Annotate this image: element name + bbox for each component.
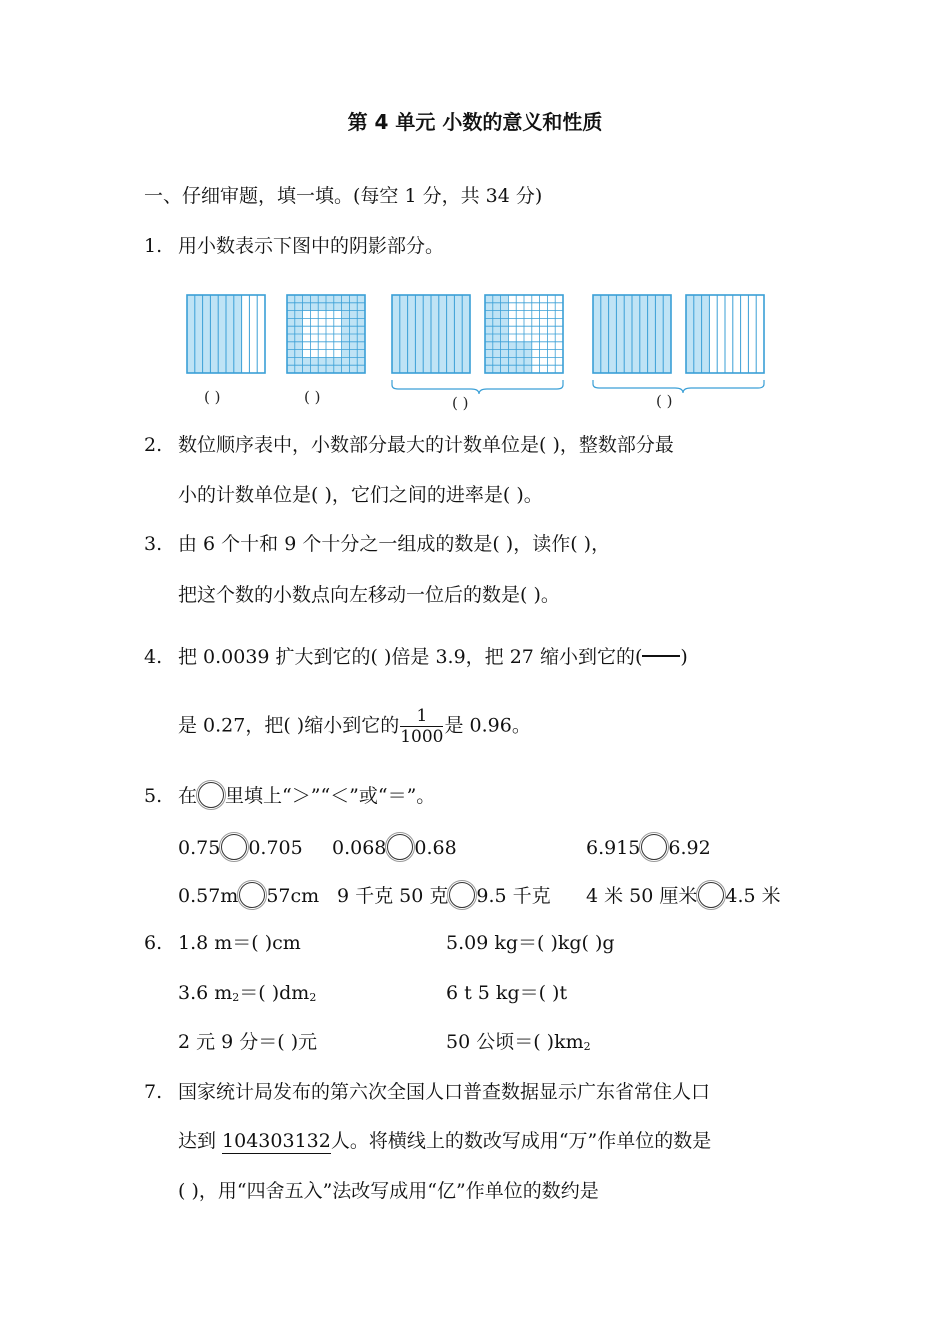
shaded-cell	[508, 365, 516, 373]
compare-item: 0.068 0.68	[332, 834, 457, 861]
compare-circle-input[interactable]	[449, 882, 475, 908]
compare-circle-input[interactable]	[387, 834, 413, 860]
shaded-cell	[326, 365, 334, 373]
shaded-cell	[501, 357, 509, 365]
shaded-cell	[342, 365, 350, 373]
shaded-cell	[485, 334, 493, 342]
conversion-item: 3.6 $m^2=$( )$dm^2$	[178, 982, 317, 1004]
empty-cell	[524, 295, 532, 303]
shaded-cell	[485, 326, 493, 334]
empty-cell	[303, 342, 311, 350]
empty-strip	[242, 295, 250, 373]
shaded-cell	[303, 357, 311, 365]
empty-cell	[555, 357, 563, 365]
empty-cell	[310, 334, 318, 342]
question-7: 7. 国家统计局发布的第六次全国人口普查数据显示广东省常住人口	[144, 1081, 711, 1103]
shaded-cell	[342, 350, 350, 358]
empty-cell	[303, 318, 311, 326]
question-7-cont: 达到 104303132人。将横线上的数改写成用“万”作单位的数是	[178, 1130, 712, 1152]
empty-cell	[334, 334, 342, 342]
empty-cell	[547, 342, 555, 350]
empty-cell	[555, 350, 563, 358]
empty-cell	[540, 350, 548, 358]
compare-circle-input[interactable]	[239, 882, 265, 908]
shaded-cell	[287, 334, 295, 342]
question-2-cont: 小的计数单位是( )，它们之间的进率是( )。	[178, 484, 543, 506]
empty-cell	[540, 326, 548, 334]
empty-cell	[326, 326, 334, 334]
shaded-cell	[349, 357, 357, 365]
shaded-cell	[508, 357, 516, 365]
shaded-cell	[334, 365, 342, 373]
shaded-cell	[342, 334, 350, 342]
shaded-strip	[601, 295, 609, 373]
empty-cell	[334, 350, 342, 358]
empty-cell	[524, 303, 532, 311]
shaded-strip	[632, 295, 640, 373]
shaded-cell	[485, 311, 493, 319]
shaded-cell	[524, 365, 532, 373]
shaded-strip	[616, 295, 624, 373]
shaded-strip	[694, 295, 702, 373]
empty-cell	[508, 318, 516, 326]
shaded-cell	[508, 350, 516, 358]
shaded-cell	[295, 303, 303, 311]
shaded-strip	[408, 295, 416, 373]
shaded-cell	[493, 334, 501, 342]
answer-blank-fig3[interactable]: ( )	[452, 394, 469, 412]
shaded-cell	[349, 342, 357, 350]
empty-cell	[303, 350, 311, 358]
empty-strip	[257, 295, 265, 373]
shaded-cell	[310, 295, 318, 303]
empty-cell	[540, 318, 548, 326]
shaded-cell	[485, 318, 493, 326]
empty-cell	[334, 326, 342, 334]
shaded-strip	[400, 295, 408, 373]
empty-cell	[310, 350, 318, 358]
empty-cell	[310, 311, 318, 319]
shaded-cell	[295, 334, 303, 342]
empty-strip	[748, 295, 756, 373]
shaded-cell	[357, 357, 365, 365]
shaded-cell	[357, 311, 365, 319]
shaded-cell	[349, 311, 357, 319]
empty-cell	[516, 311, 524, 319]
shaded-strip	[686, 295, 694, 373]
shaded-cell	[357, 318, 365, 326]
shaded-cell	[501, 342, 509, 350]
empty-cell	[547, 311, 555, 319]
empty-cell	[540, 357, 548, 365]
empty-cell	[310, 342, 318, 350]
shaded-cell	[295, 318, 303, 326]
answer-blank-fig2[interactable]: ( )	[304, 388, 321, 406]
empty-cell	[547, 303, 555, 311]
empty-strip	[741, 295, 749, 373]
shaded-cell	[287, 318, 295, 326]
empty-cell	[524, 311, 532, 319]
shaded-cell	[501, 334, 509, 342]
empty-strip	[709, 295, 717, 373]
shaded-cell	[524, 350, 532, 358]
shaded-cell	[501, 303, 509, 311]
empty-cell	[508, 311, 516, 319]
shaded-strip	[234, 295, 242, 373]
shaded-cell	[501, 326, 509, 334]
shaded-cell	[493, 303, 501, 311]
shaded-cell	[524, 357, 532, 365]
shaded-cell	[342, 311, 350, 319]
empty-cell	[532, 311, 540, 319]
question-number: 7.	[144, 1081, 163, 1103]
shaded-strip	[210, 295, 218, 373]
empty-strip	[725, 295, 733, 373]
shaded-cell	[357, 342, 365, 350]
shaded-cell	[310, 357, 318, 365]
compare-item: 9 千克 50 克 9.5 千克	[337, 882, 551, 909]
shaded-cell	[516, 342, 524, 350]
empty-cell	[540, 365, 548, 373]
shaded-cell	[493, 295, 501, 303]
shaded-strip	[447, 295, 455, 373]
empty-cell	[334, 342, 342, 350]
compare-circle-icon	[198, 782, 224, 808]
question-text: 用小数表示下图中的阴影部分。	[178, 235, 445, 257]
shaded-cell	[295, 357, 303, 365]
empty-cell	[318, 334, 326, 342]
question-7-cont: ( )，用“四舍五入”法改写成用“亿”作单位的数约是	[178, 1180, 599, 1202]
shaded-cell	[287, 311, 295, 319]
empty-cell	[547, 318, 555, 326]
shaded-cell	[485, 350, 493, 358]
conversion-item: 6 t 5 kg＝( )t	[446, 982, 568, 1004]
shaded-cell	[318, 357, 326, 365]
empty-cell	[516, 318, 524, 326]
shaded-cell	[295, 311, 303, 319]
empty-cell	[532, 326, 540, 334]
shaded-cell	[516, 350, 524, 358]
shaded-strip	[195, 295, 203, 373]
shaded-cell	[303, 365, 311, 373]
empty-cell	[547, 334, 555, 342]
empty-cell	[326, 318, 334, 326]
empty-cell	[547, 350, 555, 358]
empty-cell	[540, 334, 548, 342]
section-heading: 一、仔细审题，填一填。(每空 1 分，共 34 分)	[144, 185, 543, 207]
shaded-cell	[342, 342, 350, 350]
shaded-cell	[485, 342, 493, 350]
shaded-cell	[318, 295, 326, 303]
fraction: $\frac{1}{1000}$	[400, 706, 444, 747]
shaded-cell	[357, 334, 365, 342]
empty-cell	[524, 334, 532, 342]
empty-cell	[508, 295, 516, 303]
shaded-cell	[349, 295, 357, 303]
empty-cell	[318, 342, 326, 350]
shaded-cell	[334, 295, 342, 303]
empty-cell	[555, 342, 563, 350]
shaded-cell	[501, 365, 509, 373]
empty-strip	[249, 295, 257, 373]
question-number: 4.	[144, 646, 163, 668]
answer-blank-fig1[interactable]: ( )	[204, 388, 221, 406]
question-number: 5.	[144, 785, 163, 807]
shaded-cell	[303, 303, 311, 311]
shaded-strip	[609, 295, 617, 373]
empty-cell	[508, 326, 516, 334]
shaded-cell	[357, 365, 365, 373]
empty-cell	[540, 342, 548, 350]
shaded-cell	[287, 295, 295, 303]
empty-cell	[532, 350, 540, 358]
shaded-cell	[485, 357, 493, 365]
shaded-strip	[655, 295, 663, 373]
bracket-figure-3	[392, 380, 563, 394]
empty-strip	[717, 295, 725, 373]
shaded-cell	[357, 303, 365, 311]
question-text: 数位顺序表中，小数部分最大的计数单位是( )，整数部分最	[178, 434, 674, 456]
shaded-cell	[342, 357, 350, 365]
shaded-strip	[203, 295, 211, 373]
question-3-cont: 把这个数的小数点向左移动一位后的数是( )。	[178, 584, 560, 606]
empty-cell	[516, 334, 524, 342]
empty-cell	[326, 350, 334, 358]
shaded-cell	[310, 303, 318, 311]
shaded-cell	[349, 365, 357, 373]
shaded-cell	[485, 295, 493, 303]
shaded-cell	[342, 318, 350, 326]
shaded-cell	[342, 303, 350, 311]
bracket-figure-4	[593, 380, 764, 393]
question-5: 5. 在 里填上“＞”“＜”或“＝”。	[144, 782, 435, 809]
shaded-cell	[303, 295, 311, 303]
shaded-cell	[326, 295, 334, 303]
compare-item: 0.57m 57cm	[178, 882, 319, 909]
empty-cell	[547, 357, 555, 365]
compare-item: 4 米 50 厘米 4.5 米	[586, 882, 781, 909]
compare-circle-input[interactable]	[641, 834, 667, 860]
empty-cell	[334, 318, 342, 326]
shaded-strip	[624, 295, 632, 373]
shaded-cell	[342, 326, 350, 334]
shaded-cell	[326, 303, 334, 311]
empty-cell	[547, 295, 555, 303]
shaded-cell	[287, 326, 295, 334]
shaded-cell	[295, 326, 303, 334]
shaded-cell	[501, 295, 509, 303]
question-number: 6.	[144, 932, 163, 954]
shaded-cell	[287, 350, 295, 358]
question-4: 4. 把 0.0039 扩大到它的( )倍是 3.9，把 27 缩小到它的( )	[144, 646, 688, 668]
empty-cell	[555, 318, 563, 326]
shaded-cell	[508, 342, 516, 350]
question-number: 1.	[144, 235, 163, 257]
empty-cell	[303, 334, 311, 342]
shaded-cell	[334, 303, 342, 311]
empty-cell	[508, 334, 516, 342]
empty-cell	[532, 334, 540, 342]
empty-cell	[540, 295, 548, 303]
shaded-cell	[493, 357, 501, 365]
conversion-item: 50 公顷＝( )$km^2$	[446, 1031, 591, 1053]
shaded-cell	[295, 295, 303, 303]
question-3	[144, 531, 610, 557]
empty-cell	[326, 334, 334, 342]
shaded-cell	[287, 365, 295, 373]
empty-cell	[318, 326, 326, 334]
empty-cell	[516, 303, 524, 311]
question-2	[144, 432, 674, 458]
shaded-cell	[287, 357, 295, 365]
empty-strip	[756, 295, 764, 373]
question-text: 由 6 个十和 9 个十分之一组成的数是( )，读作( )，	[178, 533, 611, 555]
shaded-cell	[295, 350, 303, 358]
empty-cell	[555, 295, 563, 303]
shaded-strip	[593, 295, 601, 373]
empty-cell	[326, 311, 334, 319]
shaded-cell	[493, 342, 501, 350]
empty-strip	[733, 295, 741, 373]
shaded-cell	[287, 303, 295, 311]
shaded-strip	[415, 295, 423, 373]
empty-cell	[547, 326, 555, 334]
shaded-cell	[485, 365, 493, 373]
shaded-cell	[516, 365, 524, 373]
empty-cell	[318, 311, 326, 319]
shaded-cell	[295, 342, 303, 350]
empty-cell	[508, 303, 516, 311]
shaded-cell	[326, 357, 334, 365]
shaded-strip	[218, 295, 226, 373]
shaded-strip	[187, 295, 195, 373]
shaded-cell	[493, 350, 501, 358]
question-text: 把 0.0039 扩大到它的( )倍是 3.9，把 27 缩小到它的(	[178, 646, 643, 668]
empty-cell	[516, 295, 524, 303]
shaded-cell	[287, 342, 295, 350]
shaded-strip	[640, 295, 648, 373]
shaded-strip	[392, 295, 400, 373]
empty-cell	[303, 326, 311, 334]
empty-cell	[532, 318, 540, 326]
shaded-cell	[295, 365, 303, 373]
shaded-strip	[663, 295, 671, 373]
shaded-cell	[501, 311, 509, 319]
shaded-cell	[342, 295, 350, 303]
shaded-cell	[318, 365, 326, 373]
question-6: 6. 1.8 m＝( )cm	[144, 932, 301, 954]
question-number: 2.	[144, 434, 163, 456]
empty-cell	[524, 326, 532, 334]
empty-cell	[555, 365, 563, 373]
shaded-cell	[516, 357, 524, 365]
empty-cell	[532, 357, 540, 365]
empty-cell	[318, 350, 326, 358]
shaded-cell	[310, 365, 318, 373]
compare-item: 0.75 0.705	[178, 834, 303, 861]
shaded-strip	[454, 295, 462, 373]
shaded-strip	[226, 295, 234, 373]
conversion-item: 2 元 9 分＝( )元	[178, 1031, 318, 1053]
empty-cell	[555, 326, 563, 334]
empty-cell	[310, 318, 318, 326]
shaded-cell	[357, 350, 365, 358]
question-number: 3.	[144, 533, 163, 555]
shaded-strip	[423, 295, 431, 373]
shaded-strip	[648, 295, 656, 373]
empty-cell	[524, 318, 532, 326]
empty-cell	[555, 303, 563, 311]
empty-cell	[326, 342, 334, 350]
compare-circle-input[interactable]	[221, 834, 247, 860]
page-title: 第 4 单元 小数的意义和性质	[347, 110, 603, 134]
empty-cell	[555, 311, 563, 319]
empty-cell	[532, 342, 540, 350]
shaded-cell	[493, 365, 501, 373]
shaded-cell	[357, 295, 365, 303]
empty-cell	[516, 326, 524, 334]
empty-cell	[532, 365, 540, 373]
empty-cell	[547, 365, 555, 373]
empty-cell	[310, 326, 318, 334]
empty-cell	[532, 303, 540, 311]
shaded-strip	[462, 295, 470, 373]
shaded-strip	[702, 295, 710, 373]
shaded-cell	[349, 350, 357, 358]
shaded-strip	[431, 295, 439, 373]
shaded-cell	[485, 303, 493, 311]
empty-cell	[532, 295, 540, 303]
empty-cell	[334, 311, 342, 319]
empty-cell	[540, 303, 548, 311]
shaded-cell	[524, 342, 532, 350]
shaded-cell	[318, 303, 326, 311]
empty-cell	[318, 318, 326, 326]
shaded-cell	[349, 318, 357, 326]
decimal-grid-figures	[0, 0, 950, 420]
shaded-cell	[493, 318, 501, 326]
shaded-cell	[349, 334, 357, 342]
compare-item: 6.915 6.92	[586, 834, 711, 861]
empty-cell	[555, 334, 563, 342]
empty-cell	[303, 311, 311, 319]
shaded-strip	[439, 295, 447, 373]
shaded-cell	[493, 311, 501, 319]
shaded-cell	[501, 350, 509, 358]
question-4-cont: 是 0.27，把( )缩小到它的 $\frac{1}{1000}$ 是 0.96。	[178, 706, 531, 747]
shaded-cell	[334, 357, 342, 365]
shaded-cell	[501, 318, 509, 326]
conversion-item: 5.09 kg＝( )kg( )g	[446, 932, 615, 954]
shaded-cell	[357, 326, 365, 334]
compare-circle-input[interactable]	[698, 882, 724, 908]
shaded-cell	[493, 326, 501, 334]
shaded-cell	[349, 326, 357, 334]
shaded-cell	[349, 303, 357, 311]
answer-blank-fig4[interactable]: ( )	[656, 392, 673, 410]
underlined-number: 104303132	[222, 1130, 331, 1152]
answer-line[interactable]	[642, 655, 680, 657]
empty-cell	[540, 311, 548, 319]
